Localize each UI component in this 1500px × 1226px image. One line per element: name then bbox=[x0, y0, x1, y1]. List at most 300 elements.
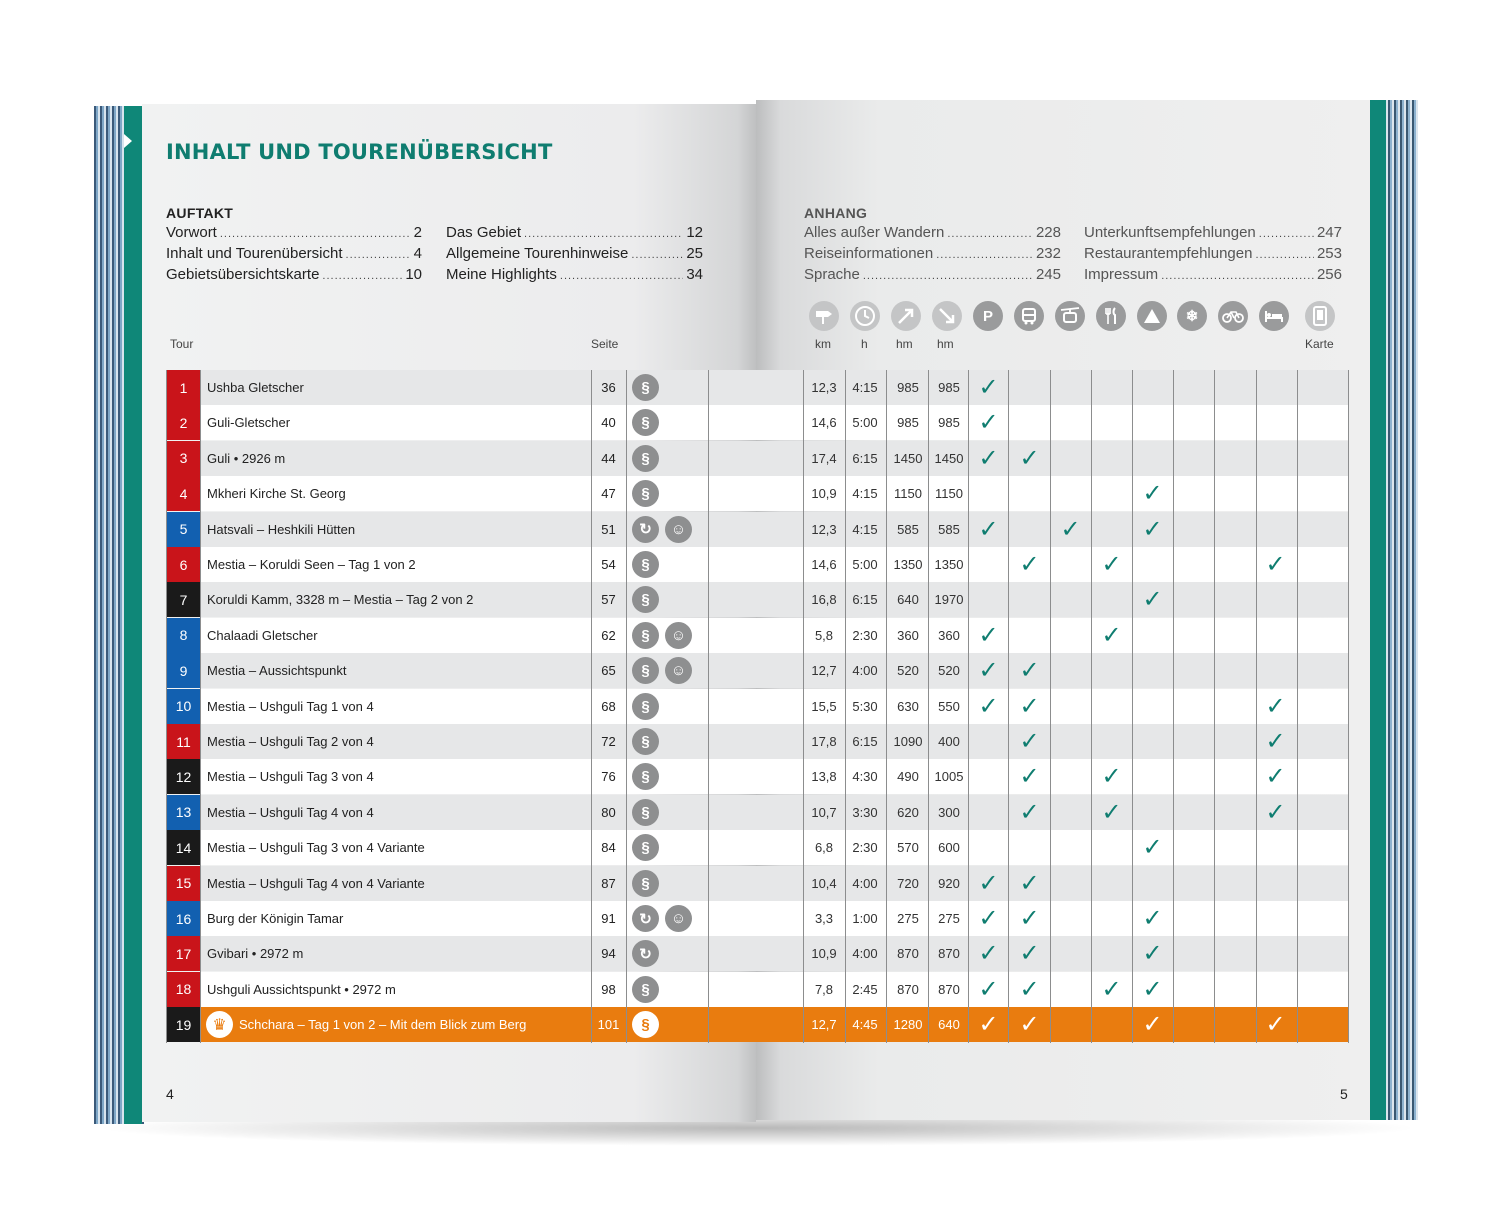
check-icon: ✓ bbox=[1019, 443, 1040, 472]
check-icon: ✓ bbox=[1019, 868, 1040, 897]
tour-page: 57 bbox=[601, 592, 616, 608]
tour-down: 1350 bbox=[934, 557, 964, 572]
crown-icon: ♛ bbox=[206, 1011, 233, 1038]
auftakt-toc-col2 bbox=[446, 223, 703, 286]
tour-down: 985 bbox=[938, 380, 960, 395]
tour-h: 5:00 bbox=[852, 557, 878, 572]
check-icon: ✓ bbox=[1101, 797, 1122, 826]
tour-up: 870 bbox=[897, 946, 919, 962]
toc-page: 253 bbox=[1316, 245, 1342, 262]
tour-h: 4:30 bbox=[852, 769, 878, 785]
loop-icon: ↻ bbox=[632, 905, 659, 932]
restaurant-icon bbox=[1096, 301, 1126, 331]
bike-icon bbox=[1218, 301, 1248, 331]
tour-name: Koruldi Kamm, 3328 m – Mestia – Tag 2 von 2 bbox=[207, 592, 474, 608]
tour-page: 44 bbox=[601, 450, 616, 466]
tour-h: 4:15 bbox=[852, 380, 878, 395]
tour-name: Mestia – Aussichtspunkt bbox=[207, 663, 347, 679]
tour-up: 1090 bbox=[893, 734, 923, 749]
page-number-right: 5 bbox=[1340, 1086, 1348, 1102]
check-icon: ✓ bbox=[978, 408, 999, 437]
tour-km: 12,3 bbox=[811, 380, 837, 395]
auftakt-toc-col1 bbox=[166, 204, 422, 286]
tour-down: 1150 bbox=[935, 486, 963, 502]
column-divider bbox=[928, 370, 929, 1043]
tour-km: 10,9 bbox=[811, 486, 837, 502]
check-icon: ✓ bbox=[1142, 479, 1163, 508]
tour-page: 98 bbox=[601, 981, 616, 997]
toc-page: 245 bbox=[1035, 266, 1061, 283]
column-divider bbox=[1091, 370, 1092, 1043]
tour-down: 585 bbox=[938, 521, 960, 537]
toc-entry[interactable] bbox=[166, 244, 422, 265]
toc-page: 10 bbox=[405, 266, 422, 283]
toc-label: Vorwort bbox=[166, 224, 217, 241]
tour-up: 1450 bbox=[893, 450, 923, 466]
col-header-karte: Karte bbox=[1305, 337, 1334, 351]
tour-page: 94 bbox=[601, 946, 616, 962]
column-divider bbox=[166, 370, 167, 1043]
tour-number: 10 bbox=[166, 689, 201, 724]
tour-h: 4:45 bbox=[852, 1017, 878, 1033]
tour-name: Guli • 2926 m bbox=[207, 450, 286, 466]
table-row[interactable] bbox=[166, 405, 1349, 440]
check-icon: ✓ bbox=[978, 656, 999, 685]
toc-label: Das Gebiet bbox=[446, 224, 522, 241]
table-row[interactable] bbox=[166, 476, 1349, 511]
table-row[interactable] bbox=[166, 901, 1349, 936]
table-row[interactable] bbox=[166, 830, 1349, 865]
toc-entry[interactable] bbox=[804, 244, 1061, 265]
table-row[interactable] bbox=[166, 759, 1349, 794]
tour-name: Mestia – Ushguli Tag 2 von 4 bbox=[207, 734, 374, 749]
tour-km: 17,4 bbox=[811, 450, 837, 466]
tour-number: 4 bbox=[166, 476, 201, 511]
route-icon: § bbox=[632, 657, 659, 684]
toc-dots bbox=[524, 225, 683, 244]
toc-dots bbox=[863, 267, 1033, 286]
tour-up: 620 bbox=[897, 804, 919, 820]
col-header-hm-up: hm bbox=[896, 337, 913, 351]
tour-page: 72 bbox=[601, 734, 616, 749]
tour-number: 8 bbox=[166, 618, 201, 653]
toc-dots bbox=[346, 246, 411, 265]
tour-page: 76 bbox=[601, 769, 616, 785]
check-icon: ✓ bbox=[1101, 620, 1122, 649]
tour-number: 13 bbox=[166, 795, 201, 830]
signpost-icon bbox=[809, 301, 839, 331]
toc-label: Gebietsübersichtskarte bbox=[166, 266, 320, 283]
tour-km: 10,9 bbox=[811, 946, 837, 962]
check-icon: ✓ bbox=[1019, 762, 1040, 791]
tour-down: 550 bbox=[938, 698, 960, 714]
route-icon: § bbox=[632, 480, 659, 507]
tour-page: 91 bbox=[601, 911, 616, 926]
toc-entry[interactable] bbox=[166, 265, 422, 286]
tour-down: 1005 bbox=[934, 769, 964, 785]
tour-page: 87 bbox=[601, 875, 616, 891]
column-divider bbox=[1008, 370, 1009, 1043]
loop-icon: ↻ bbox=[632, 940, 659, 967]
check-icon: ✓ bbox=[1019, 797, 1040, 826]
tour-up: 720 bbox=[897, 875, 919, 891]
column-divider bbox=[1297, 370, 1298, 1043]
tour-number: 1 bbox=[166, 370, 201, 405]
family-icon: ☺ bbox=[665, 905, 692, 932]
toc-label: Sprache bbox=[804, 266, 860, 283]
tour-up: 570 bbox=[897, 840, 919, 856]
tour-up: 1150 bbox=[894, 486, 922, 502]
check-icon: ✓ bbox=[1101, 974, 1122, 1003]
right-teal-bar bbox=[1370, 100, 1386, 1120]
check-icon: ✓ bbox=[1101, 550, 1122, 578]
column-divider bbox=[1132, 370, 1133, 1043]
route-icon: § bbox=[632, 976, 659, 1003]
tour-km: 12,7 bbox=[811, 663, 837, 679]
check-icon: ✓ bbox=[1265, 762, 1286, 791]
toc-dots bbox=[1161, 267, 1314, 286]
tour-number: 15 bbox=[166, 866, 201, 901]
check-icon: ✓ bbox=[1142, 939, 1163, 968]
toc-entry[interactable] bbox=[1084, 265, 1342, 286]
check-icon: ✓ bbox=[1019, 904, 1040, 932]
toc-dots bbox=[220, 225, 411, 244]
route-icon: § bbox=[632, 728, 659, 755]
tour-name: Gvibari • 2972 m bbox=[207, 946, 304, 962]
family-icon: ☺ bbox=[665, 657, 692, 684]
check-icon: ✓ bbox=[1142, 514, 1163, 543]
table-row[interactable] bbox=[166, 972, 1349, 1007]
tour-down: 360 bbox=[938, 627, 960, 643]
table-row[interactable] bbox=[166, 724, 1349, 759]
tour-km: 3,3 bbox=[814, 911, 834, 926]
table-row[interactable] bbox=[166, 582, 1349, 617]
tour-down: 985 bbox=[938, 415, 960, 431]
table-row[interactable] bbox=[166, 1007, 1349, 1042]
tour-up: 870 bbox=[897, 981, 919, 997]
tour-km: 12,7 bbox=[811, 1017, 837, 1033]
route-icon: § bbox=[632, 693, 659, 720]
family-icon: ☺ bbox=[665, 622, 692, 649]
check-icon: ✓ bbox=[978, 1010, 999, 1039]
toc-label: Inhalt und Tourenübersicht bbox=[166, 245, 343, 262]
route-icon: § bbox=[632, 799, 659, 826]
tour-up: 1350 bbox=[893, 557, 923, 572]
bus-icon bbox=[1014, 301, 1044, 331]
check-icon: ✓ bbox=[978, 868, 999, 897]
route-icon: § bbox=[632, 763, 659, 790]
tour-km: 10,7 bbox=[811, 804, 837, 820]
tour-km: 14,6 bbox=[811, 557, 837, 572]
tour-h: 6:15 bbox=[852, 734, 878, 749]
clock-icon bbox=[850, 301, 880, 331]
tour-km: 12,3 bbox=[811, 521, 837, 537]
tour-name: Schchara – Tag 1 von 2 – Mit dem Blick zum Berg bbox=[239, 1017, 527, 1033]
table-row[interactable] bbox=[166, 795, 1349, 830]
col-header-km: km bbox=[815, 337, 831, 351]
table-row[interactable] bbox=[166, 441, 1349, 476]
tour-name: Mestia – Ushguli Tag 3 von 4 Variante bbox=[207, 840, 425, 856]
tour-name: Mestia – Ushguli Tag 4 von 4 bbox=[207, 804, 374, 820]
tour-km: 5,8 bbox=[814, 627, 834, 643]
tour-number: 19 bbox=[166, 1007, 201, 1042]
toc-label: Meine Highlights bbox=[446, 266, 557, 283]
tour-h: 4:15 bbox=[852, 486, 878, 502]
tour-down: 520 bbox=[938, 663, 960, 679]
tour-km: 16,8 bbox=[811, 592, 837, 608]
tour-number: 17 bbox=[166, 936, 201, 971]
toc-entry[interactable] bbox=[446, 244, 703, 265]
tour-h: 4:00 bbox=[852, 663, 878, 679]
anhang-toc-col2 bbox=[1084, 223, 1342, 286]
column-divider bbox=[1173, 370, 1174, 1043]
tour-up: 275 bbox=[897, 911, 919, 926]
toc-dots bbox=[947, 225, 1033, 244]
col-header-seite: Seite bbox=[591, 337, 619, 351]
table-row[interactable] bbox=[166, 936, 1349, 971]
check-icon: ✓ bbox=[1019, 656, 1040, 685]
table-row[interactable] bbox=[166, 370, 1349, 405]
tour-h: 1:00 bbox=[852, 911, 878, 926]
tour-down: 640 bbox=[938, 1017, 960, 1033]
toc-entry[interactable] bbox=[1084, 244, 1342, 265]
route-icon: § bbox=[632, 445, 659, 472]
column-divider bbox=[803, 370, 804, 1043]
tour-page: 54 bbox=[601, 557, 616, 572]
hut-icon bbox=[1137, 301, 1167, 331]
toc-dots bbox=[1259, 225, 1314, 244]
toc-entry[interactable] bbox=[804, 223, 1061, 244]
col-header-hm-down: hm bbox=[937, 337, 954, 351]
tour-number: 6 bbox=[166, 547, 201, 582]
toc-page: 247 bbox=[1316, 224, 1342, 241]
family-icon: ☺ bbox=[665, 516, 692, 543]
tour-page: 80 bbox=[601, 804, 616, 820]
check-icon: ✓ bbox=[1142, 833, 1163, 862]
check-icon: ✓ bbox=[1265, 691, 1286, 720]
column-divider bbox=[626, 370, 627, 1043]
tour-down: 1450 bbox=[934, 450, 964, 466]
tour-h: 2:45 bbox=[852, 981, 878, 997]
loop-icon: ↻ bbox=[632, 516, 659, 543]
table-row[interactable] bbox=[166, 618, 1349, 653]
tour-up: 985 bbox=[897, 415, 919, 431]
tour-h: 4:00 bbox=[852, 875, 878, 891]
toc-page: 12 bbox=[686, 224, 703, 241]
table-row[interactable] bbox=[166, 866, 1349, 901]
tour-h: 6:15 bbox=[852, 450, 878, 466]
tour-up: 640 bbox=[897, 592, 919, 608]
tour-number: 16 bbox=[166, 901, 201, 936]
toc-label: Unterkunftsempfehlungen bbox=[1084, 224, 1256, 241]
tour-number: 18 bbox=[166, 972, 201, 1007]
check-icon: ✓ bbox=[978, 620, 999, 649]
tour-page: 65 bbox=[601, 663, 616, 679]
tour-up: 630 bbox=[897, 698, 919, 714]
toc-entry[interactable] bbox=[1084, 223, 1342, 244]
tour-down: 870 bbox=[938, 946, 960, 962]
check-icon: ✓ bbox=[1019, 1010, 1040, 1039]
toc-label: Allgemeine Tourenhinweise bbox=[446, 245, 629, 262]
check-icon: ✓ bbox=[978, 443, 999, 472]
check-icon: ✓ bbox=[1101, 762, 1122, 791]
tour-down: 300 bbox=[938, 804, 960, 820]
tour-name: Ushguli Aussichtspunkt • 2972 m bbox=[207, 981, 396, 997]
tour-h: 4:15 bbox=[852, 521, 878, 537]
check-icon: ✓ bbox=[1019, 727, 1040, 755]
toc-dots bbox=[560, 267, 683, 286]
tour-page: 84 bbox=[601, 840, 616, 856]
tour-down: 870 bbox=[938, 981, 960, 997]
table-row[interactable] bbox=[166, 689, 1349, 724]
tour-name: Mestia – Ushguli Tag 4 von 4 Variante bbox=[207, 875, 425, 891]
tour-number: 7 bbox=[166, 582, 201, 617]
tour-name: Ushba Gletscher bbox=[207, 380, 304, 395]
check-icon: ✓ bbox=[1142, 585, 1163, 614]
tour-h: 5:30 bbox=[852, 698, 878, 714]
check-icon: ✓ bbox=[1142, 904, 1163, 932]
tour-h: 2:30 bbox=[852, 627, 878, 643]
column-divider bbox=[200, 370, 201, 1043]
tour-h: 3:30 bbox=[852, 804, 878, 820]
route-icon: § bbox=[632, 1011, 659, 1038]
tour-number: 3 bbox=[166, 441, 201, 476]
column-divider bbox=[1348, 370, 1349, 1043]
toc-page: 2 bbox=[413, 224, 422, 241]
toc-page: 4 bbox=[413, 245, 422, 262]
tour-number: 14 bbox=[166, 830, 201, 865]
column-divider bbox=[1256, 370, 1257, 1043]
tour-page: 68 bbox=[601, 698, 616, 714]
tour-page: 51 bbox=[601, 521, 616, 537]
tour-up: 490 bbox=[897, 769, 919, 785]
column-divider bbox=[708, 370, 709, 1043]
route-icon: § bbox=[632, 622, 659, 649]
check-icon: ✓ bbox=[1019, 939, 1040, 968]
toc-entry[interactable] bbox=[446, 223, 703, 244]
tour-page: 62 bbox=[601, 627, 616, 643]
tour-name: Hatsvali – Heshkili Hütten bbox=[207, 521, 356, 537]
parking-icon: P bbox=[973, 301, 1003, 331]
tour-name: Burg der Königin Tamar bbox=[207, 911, 344, 926]
tour-name: Mestia – Koruldi Seen – Tag 1 von 2 bbox=[207, 557, 416, 572]
tour-down: 275 bbox=[938, 911, 960, 926]
tour-name: Guli-Gletscher bbox=[207, 415, 291, 431]
route-icon: § bbox=[632, 586, 659, 613]
tour-name: Chalaadi Gletscher bbox=[207, 627, 318, 643]
tour-h: 4:00 bbox=[852, 946, 878, 962]
column-divider bbox=[1214, 370, 1215, 1043]
column-divider bbox=[968, 370, 969, 1043]
table-row[interactable] bbox=[166, 653, 1349, 688]
column-divider bbox=[1050, 370, 1051, 1043]
page-number-left: 4 bbox=[166, 1086, 174, 1102]
anhang-heading: ANHANG bbox=[804, 205, 868, 221]
tour-km: 17,8 bbox=[811, 734, 837, 749]
col-header-h: h bbox=[861, 337, 868, 351]
left-teal-bar bbox=[124, 106, 142, 1124]
tour-number: 12 bbox=[166, 759, 201, 794]
toc-dots bbox=[1255, 246, 1314, 265]
toc-page: 25 bbox=[686, 245, 703, 262]
table-row[interactable] bbox=[166, 512, 1349, 547]
tour-down: 1970 bbox=[934, 592, 964, 608]
tour-page: 47 bbox=[601, 486, 616, 502]
check-icon: ✓ bbox=[1142, 974, 1163, 1003]
route-icon: § bbox=[632, 409, 659, 436]
check-icon: ✓ bbox=[1265, 727, 1286, 755]
check-icon: ✓ bbox=[978, 974, 999, 1003]
check-icon: ✓ bbox=[978, 904, 999, 932]
tour-name: Mestia – Ushguli Tag 3 von 4 bbox=[207, 769, 374, 785]
ascent-icon bbox=[891, 301, 921, 331]
winter-icon: ❄ bbox=[1177, 301, 1207, 331]
tour-up: 985 bbox=[897, 380, 919, 395]
toc-dots bbox=[631, 246, 683, 265]
check-icon: ✓ bbox=[1019, 550, 1040, 578]
check-icon: ✓ bbox=[1019, 691, 1040, 720]
tour-km: 7,8 bbox=[814, 981, 834, 997]
toc-page: 228 bbox=[1035, 224, 1061, 241]
column-divider bbox=[886, 370, 887, 1043]
accommodation-icon bbox=[1259, 301, 1289, 331]
anhang-toc-col1 bbox=[804, 204, 1061, 286]
tour-h: 5:00 bbox=[852, 415, 878, 431]
column-divider bbox=[845, 370, 846, 1043]
toc-dots bbox=[936, 246, 1033, 265]
col-header-tour: Tour bbox=[170, 337, 194, 351]
toc-label: Restaurantempfehlungen bbox=[1084, 245, 1253, 262]
tour-up: 585 bbox=[897, 521, 919, 537]
toc-entry[interactable] bbox=[166, 223, 422, 244]
tour-down: 920 bbox=[938, 875, 960, 891]
tour-number: 9 bbox=[166, 653, 201, 688]
toc-label: Alles außer Wandern bbox=[804, 224, 945, 241]
toc-page: 232 bbox=[1035, 245, 1061, 262]
tour-number: 2 bbox=[166, 405, 201, 440]
tour-down: 400 bbox=[938, 734, 960, 749]
check-icon: ✓ bbox=[1019, 974, 1040, 1003]
route-icon: § bbox=[632, 870, 659, 897]
route-icon: § bbox=[632, 551, 659, 578]
check-icon: ✓ bbox=[978, 373, 999, 401]
toc-entry[interactable] bbox=[804, 265, 1061, 286]
tour-number: 11 bbox=[166, 724, 201, 759]
tour-up: 360 bbox=[897, 627, 919, 643]
toc-label: Impressum bbox=[1084, 266, 1159, 283]
descent-icon bbox=[932, 301, 962, 331]
tour-page: 101 bbox=[597, 1017, 620, 1033]
toc-page: 256 bbox=[1316, 266, 1342, 283]
tour-up: 1280 bbox=[893, 1017, 923, 1033]
tour-km: 13,8 bbox=[811, 769, 837, 785]
check-icon: ✓ bbox=[978, 939, 999, 968]
check-icon: ✓ bbox=[1142, 1010, 1163, 1039]
table-row[interactable] bbox=[166, 547, 1349, 582]
tour-km: 10,4 bbox=[811, 875, 837, 891]
auftakt-heading: AUFTAKT bbox=[166, 205, 234, 221]
map-phone-icon bbox=[1305, 301, 1335, 331]
tour-h: 2:30 bbox=[852, 840, 878, 856]
check-icon: ✓ bbox=[1265, 1010, 1286, 1039]
cable-car-icon bbox=[1055, 301, 1085, 331]
page-title: INHALT UND TOURENÜBERSICHT bbox=[166, 140, 553, 164]
check-icon: ✓ bbox=[978, 691, 999, 720]
toc-dots bbox=[322, 267, 402, 286]
toc-entry[interactable] bbox=[446, 265, 703, 286]
check-icon: ✓ bbox=[978, 514, 999, 543]
route-icon: § bbox=[632, 834, 659, 861]
